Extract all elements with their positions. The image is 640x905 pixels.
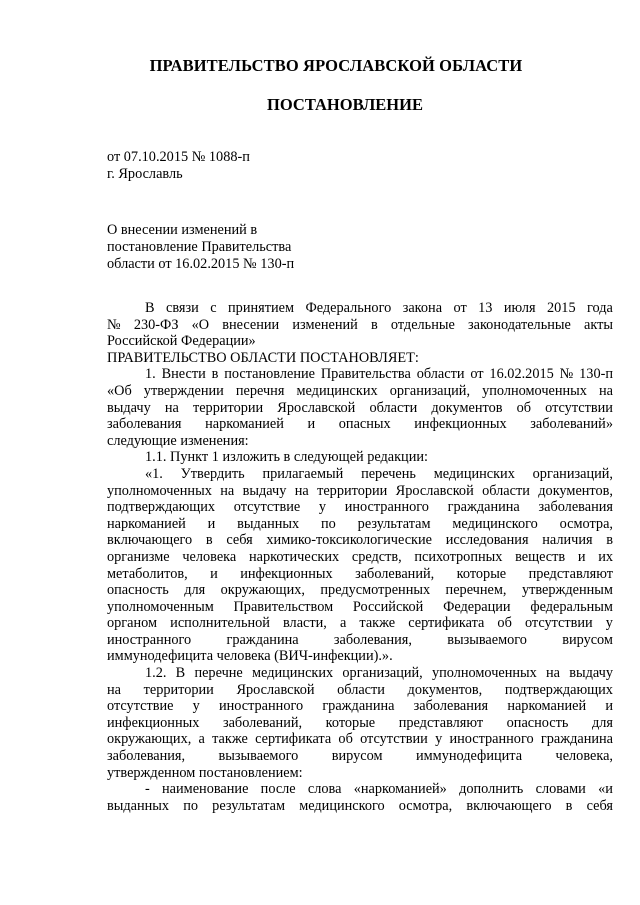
quote-line: подтверждающих отсутствие у иностранного гражданина заболевания — [107, 499, 613, 516]
quote-line: иммунодефицита человека (ВИЧ-инфекции).». — [107, 648, 393, 665]
item-1-2-line: утвержденном постановлением: — [107, 764, 303, 781]
quote-line: уполномоченным Правительством Российской Федерации федеральным — [107, 598, 613, 615]
quote-line: иностранного гражданина заболевания, вызываемого вирусом — [107, 631, 613, 648]
item-1-2-line: окружающих, а также сертификата об отсутствии у иностранного гражданина — [107, 731, 613, 748]
dash-item-line: выданных по результатам медицинского осмотра, включающего в себя — [107, 797, 613, 814]
subject-line: области от 16.02.2015 № 130-п — [107, 256, 295, 272]
item-1-2-line: заболевания, вызываемого вирусом иммунодефицита человека, — [107, 748, 613, 765]
preamble-line: Российской Федерации» — [107, 333, 256, 350]
quote-line: уполномоченных на выдачу на территории Ярославской области документов, — [107, 482, 613, 499]
quote-line: органом исполнительной власти, а также сертификата об отсутствии у — [107, 615, 613, 632]
quote-line: включающего в себя химико-токсикологические исследования наличия в — [107, 532, 613, 549]
quote-line: наркоманией и выданных по результатам медицинского осмотра, — [107, 515, 613, 532]
item-1-line: 1. Внести в постановление Правительства области от 16.02.2015 № 130-п — [145, 366, 613, 383]
quote-line: организме человека наркотических средств, психотропных веществ и их — [107, 548, 613, 565]
dash-item-line: - наименование после слова «наркоманией» дополнить словами «и — [145, 781, 613, 798]
document-meta — [107, 149, 250, 183]
city: г. Ярославль — [107, 166, 183, 182]
item-1-line: выдачу на территории Ярославской области документов об отсутствии — [107, 399, 613, 416]
subject-line: постановление Правительства — [107, 239, 292, 255]
resolves-statement: ПРАВИТЕЛЬСТВО ОБЛАСТИ ПОСТАНОВЛЯЕТ: — [107, 349, 419, 366]
document-type: ПОСТАНОВЛЕНИЕ — [267, 95, 423, 114]
quote-line: метаболитов, и инфекционных заболеваний, которые представляют — [107, 565, 613, 582]
government-title: ПРАВИТЕЛЬСТВО ЯРОСЛАВСКОЙ ОБЛАСТИ — [149, 56, 523, 75]
item-1-2-line: на территории Ярославской области документов, подтверждающих — [107, 681, 613, 698]
date-number: от 07.10.2015 № 1088-п — [107, 149, 250, 165]
document-body — [107, 300, 613, 814]
item-1-2-line: 1.2. В перечне медицинских организаций, уполномоченных на выдачу — [145, 665, 613, 682]
item-1-line: заболевания наркоманией и опасных инфекционных заболеваний» — [107, 416, 613, 433]
quote-line: опасность для окружающих, предусмотренных перечнем, утвержденным — [107, 582, 613, 599]
item-1-2-line: отсутствие у иностранного гражданина заболевания наркоманией и — [107, 698, 613, 715]
preamble-line: В связи с принятием Федерального закона от 13 июля 2015 года — [145, 300, 613, 316]
item-1-line: следующие изменения: — [107, 432, 249, 449]
item-1-line: «Об утверждении перечня медицинских организаций, уполномоченных на — [107, 382, 613, 399]
document-subject — [107, 222, 294, 273]
quote-line: «1. Утвердить прилагаемый перечень медицинских организаций, — [145, 465, 613, 482]
item-1-1: 1.1. Пункт 1 изложить в следующей редакции: — [145, 449, 428, 466]
subject-line: О внесении изменений в — [107, 222, 258, 238]
item-1-2-line: инфекционных заболеваний, которые представляют опасность для — [107, 714, 613, 731]
preamble-line: № 230-ФЗ «О внесении изменений в отдельные законодательные акты — [107, 316, 613, 333]
